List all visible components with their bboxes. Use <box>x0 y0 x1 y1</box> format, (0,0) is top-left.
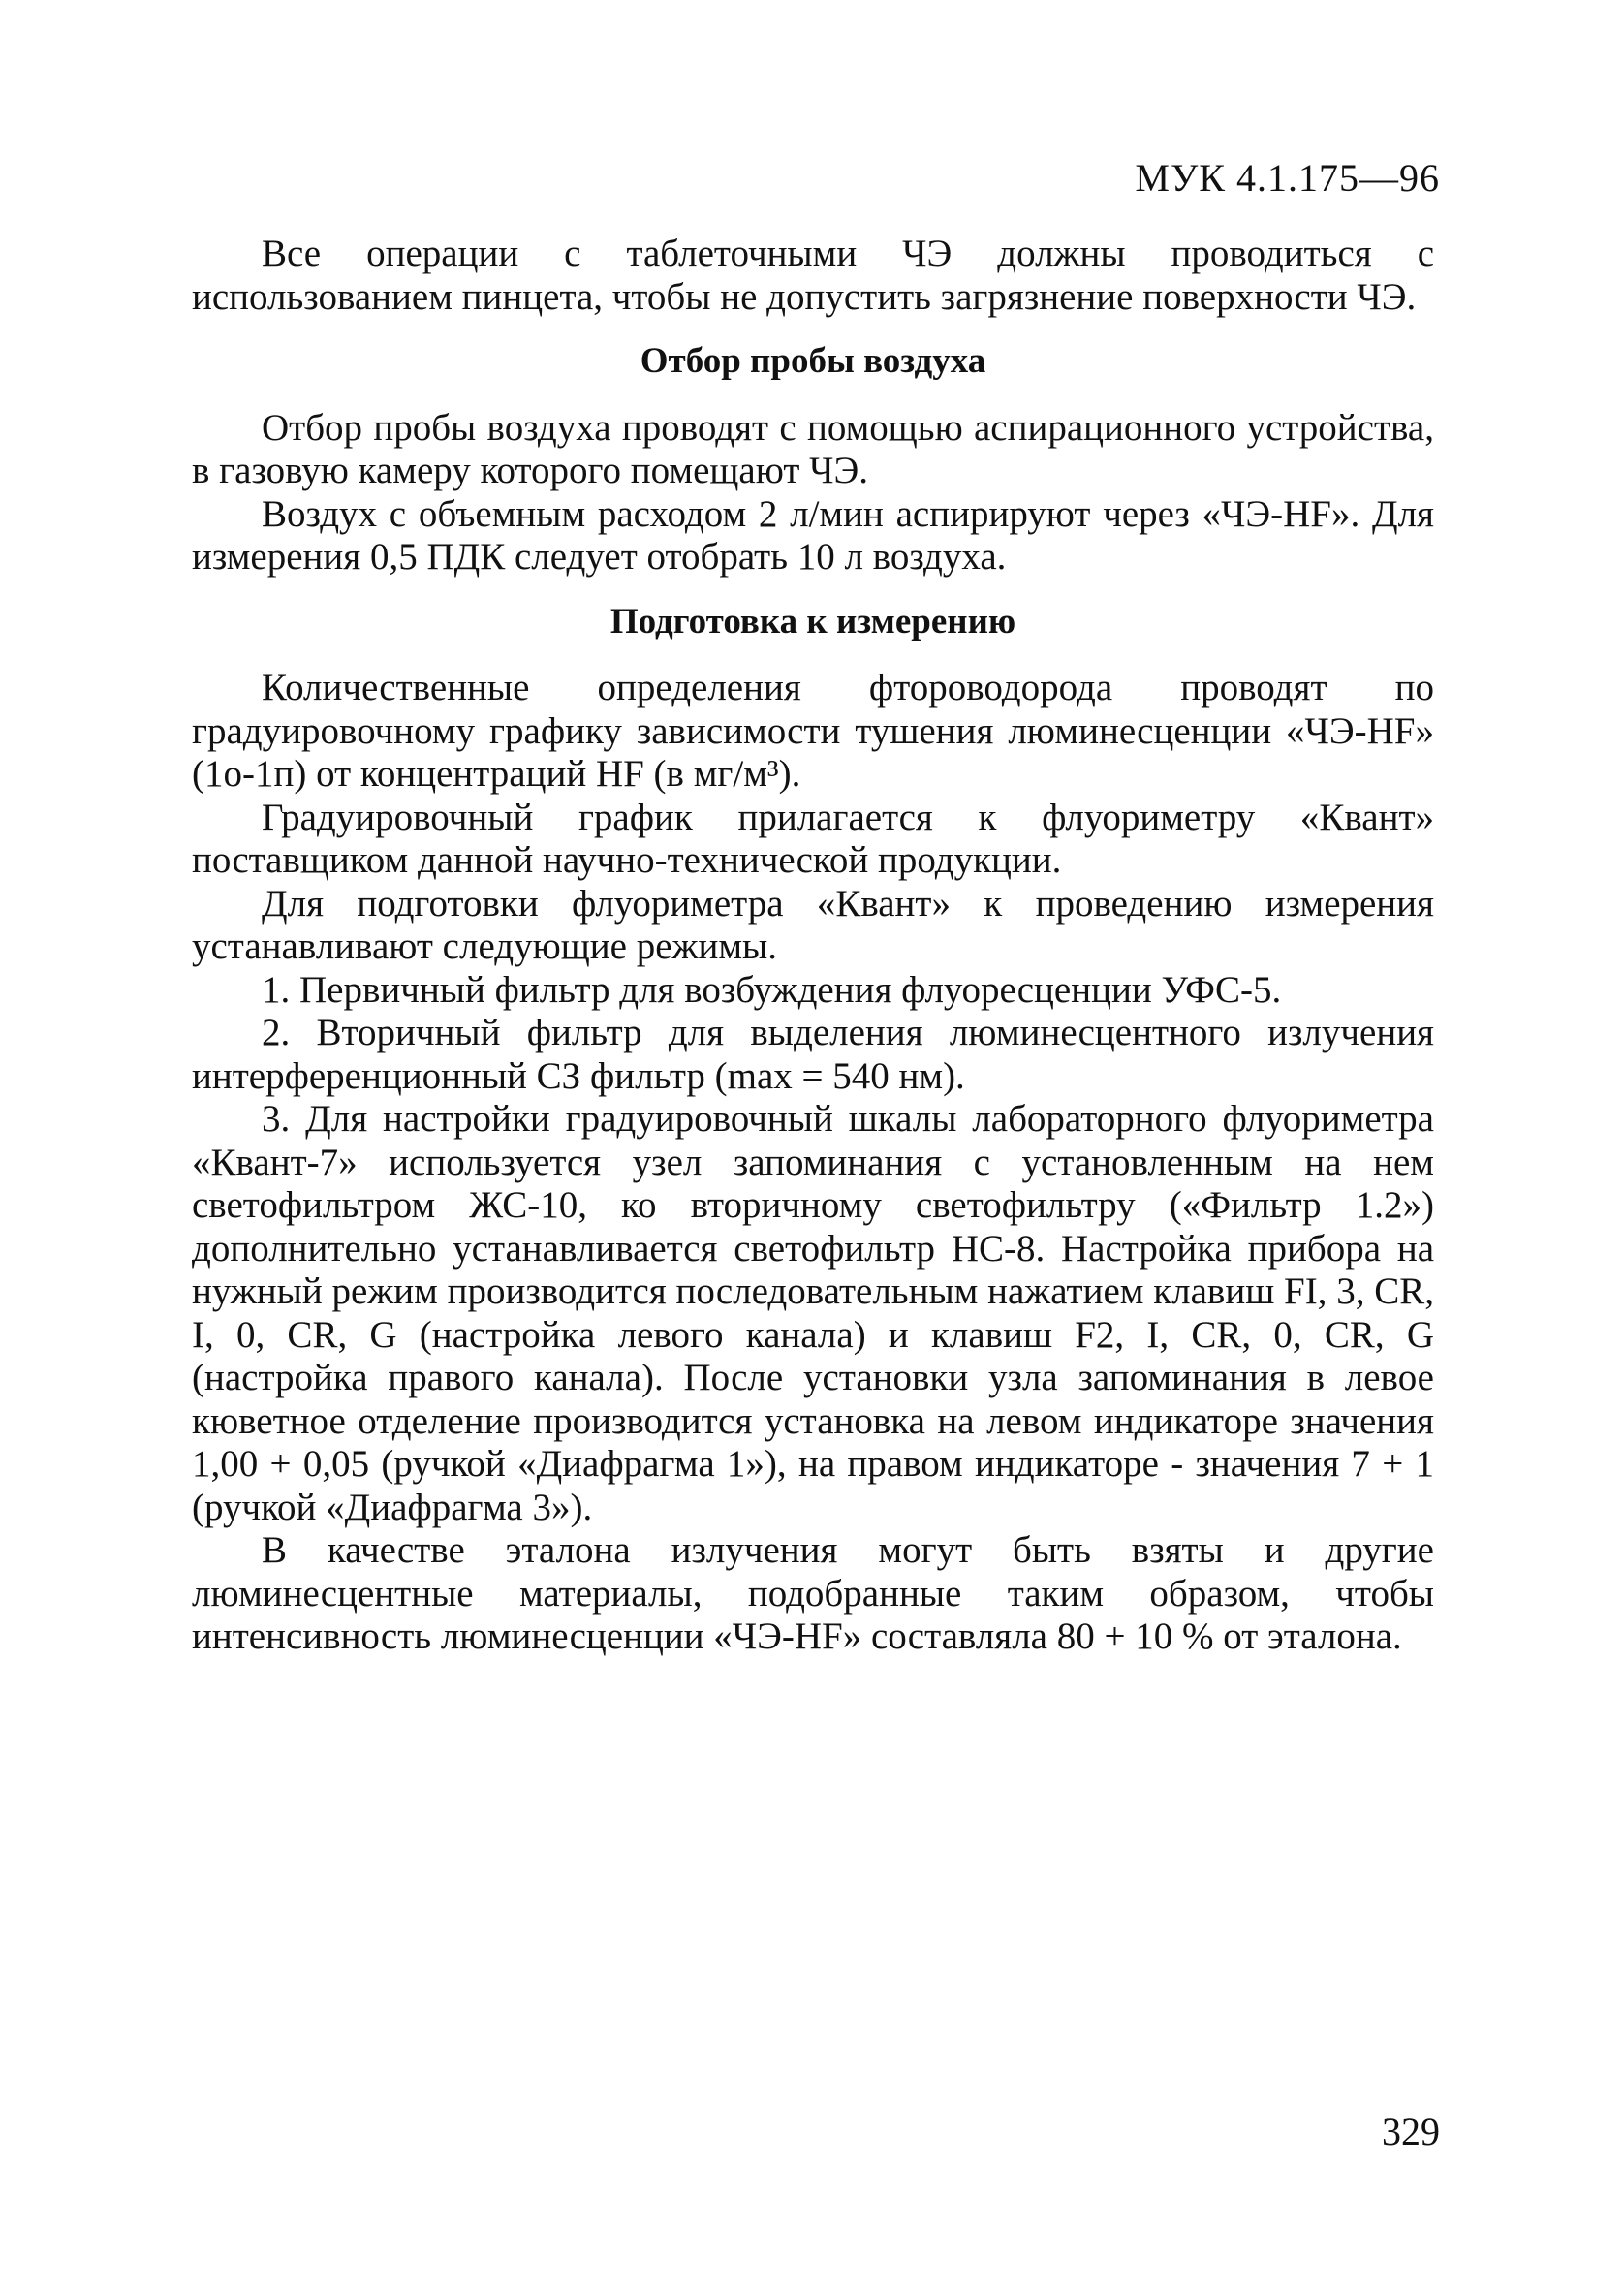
list-item-scale-adjustment: 3. Для настройки градуировочный шкалы лабораторного флуориметра «Квант-7» используется узел запоминания с установленным на нем светофильтром ЖС-10, ко вторичному светофильтру («Фильтр 1.2») дополнительно устанавливается светофильтр НС-8. Настройка прибора на нужный режим производится последовательным нажатием клавиш FI, 3, CR, I, 0, CR, G (настройка левого канала) и клавиш F2, I, CR, 0, CR, G (настройка правого канала). После установки узла запоминания в левое кюветное отделение производится установка на левом индикаторе значения 1,00 + 0,05 (ручкой «Диафрагма 1»), на правом индикаторе - значения 7 + 1 (ручкой «Диафрагма 3»). <box>192 1098 1434 1528</box>
paragraph-fluorimeter-setup: Для подготовки флуориметра «Квант» к проведению измерения устанавливают следующие режимы. <box>192 882 1434 967</box>
page-number: 329 <box>1382 2110 1440 2153</box>
paragraph-reference-materials: В качестве эталона излучения могут быть взяты и другие люминесцентные материалы, подобранные таким образом, чтобы интенсивность люминесценции «ЧЭ-HF» составляла 80 + 10 % от эталона. <box>192 1529 1434 1657</box>
section-heading-air-sampling: Отбор пробы воздуха <box>640 341 986 381</box>
paragraph-tablet-handling: Все операции с таблеточными ЧЭ должны проводиться с использованием пинцета, чтобы не допустить загрязнение поверхности ЧЭ. <box>192 233 1434 318</box>
section-heading-measurement-preparation: Подготовка к измерению <box>609 601 1016 642</box>
paragraph-quantitative-determination: Количественные определения фтороводорода проводят по градуировочному графику зависимости тушения люминесценции «ЧЭ-HF» (1о-1п) от концентраций HF (в мг/м³). <box>192 667 1434 795</box>
paragraph-sampling-device: Отбор пробы воздуха проводят с помощью аспирационного устройства, в газовую камеру которого помещают ЧЭ. <box>192 406 1434 491</box>
paragraph-calibration-graph: Градуировочный график прилагается к флуориметру «Квант» поставщиком данной научно-технической продукции. <box>192 796 1434 881</box>
list-item-primary-filter: 1. Первичный фильтр для возбуждения флуоресценции УФС-5. <box>262 968 1282 1011</box>
paragraph-air-flow: Воздух с объемным расходом 2 л/мин аспирируют через «ЧЭ-HF». Для измерения 0,5 ПДК следует отобрать 10 л воздуха. <box>192 492 1434 578</box>
document-code: МУК 4.1.175—96 <box>1135 156 1440 200</box>
list-item-secondary-filter: 2. Вторичный фильтр для выделения люминесцентного излучения интерференционный СЗ фильтр (max = 540 нм). <box>192 1012 1434 1097</box>
document-body <box>192 233 1434 1659</box>
